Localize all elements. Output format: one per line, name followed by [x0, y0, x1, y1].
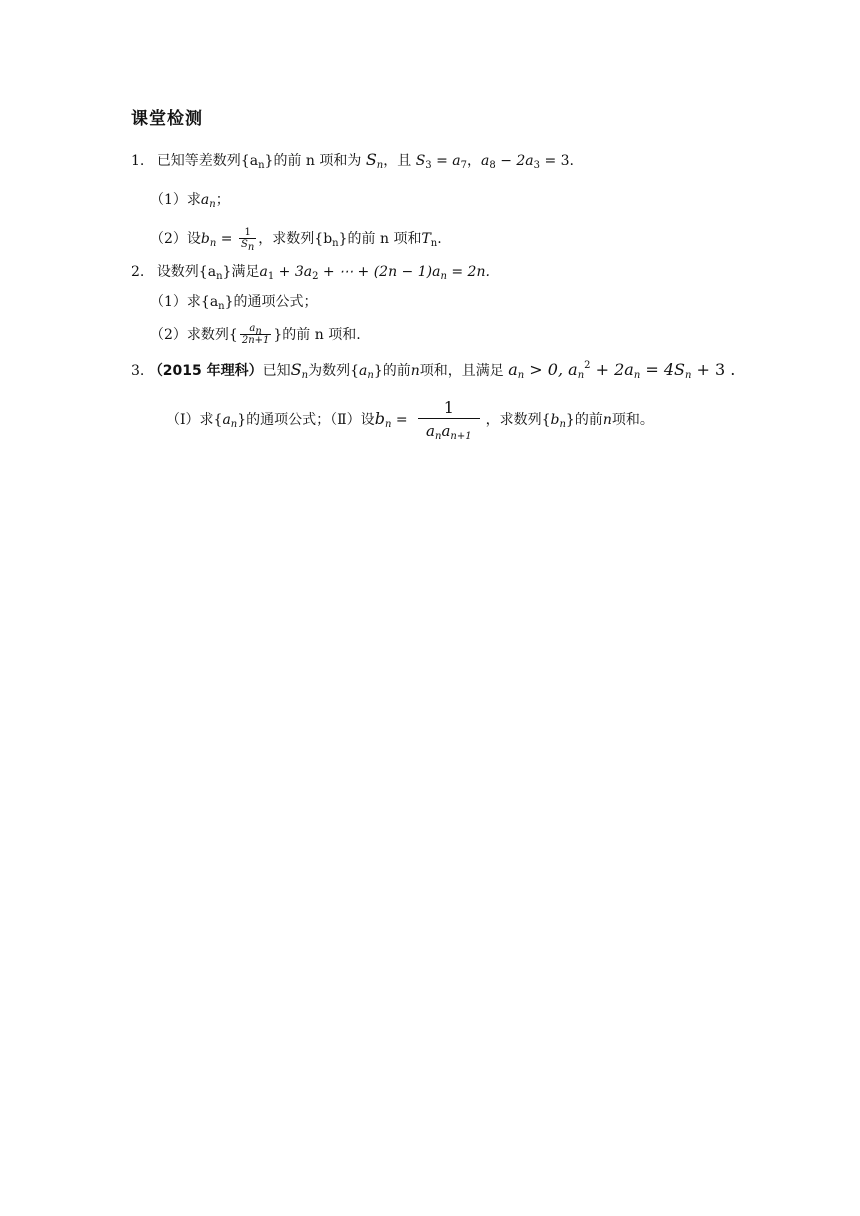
question-number: 1.: [131, 153, 145, 169]
question-3-parts: （Ⅰ）求$\{a_n\}$的通项公式；（Ⅱ）设$b_n$ = $\frac{1}{a_na_{n+1}}$ ，求数列$\{b_n\}$的前n项和。: [166, 397, 654, 442]
fraction: $\frac{1}{S_n}$: [240, 227, 255, 253]
question-1-part-2: （2）设$b_n$ = $\frac{1}{S_n}$ ，求数列$\{b_n\}$的前 n 项和$T_n$.: [150, 227, 442, 253]
question-1-part-1: （1）求$a_n$；: [150, 192, 230, 210]
question-2-part-2: （2）求数列{ $\frac{a_n}{2n+1}$ }的前 n 项和.: [150, 323, 361, 346]
question-2-stem: 2. 设数列$\{a_n\}$满足$a_1 + 3a_2$ + ⋯ + $(2n - 1)a_n = 2n$.: [131, 264, 490, 282]
fraction: $\frac{a_n}{2n+1}$: [241, 323, 270, 346]
question-1-stem: 1. 已知等差数列$\{a_n\}$的前 n 项和为 $S_n$，且 $S_3 = a_7$，$a_8 - 2a_3 = 3$.: [131, 150, 575, 171]
question-source: （2015 年理科）: [148, 363, 263, 379]
question-number: 3.: [131, 363, 145, 379]
question-number: 2.: [131, 264, 145, 280]
fraction: $\frac{1}{a_na_{n+1}}$: [418, 398, 480, 443]
question-2-part-1: （1）求$\{a_n\}$的通项公式；: [150, 294, 318, 312]
question-3-stem: 3. （2015 年理科）已知$S_n$为数列$\{a_n\}$的前n项和，且满足 $a_n > 0$, $a_n^2 + 2a_n = 4S_n + 3$ .: [131, 360, 736, 381]
section-heading: 课堂检测: [131, 109, 203, 129]
